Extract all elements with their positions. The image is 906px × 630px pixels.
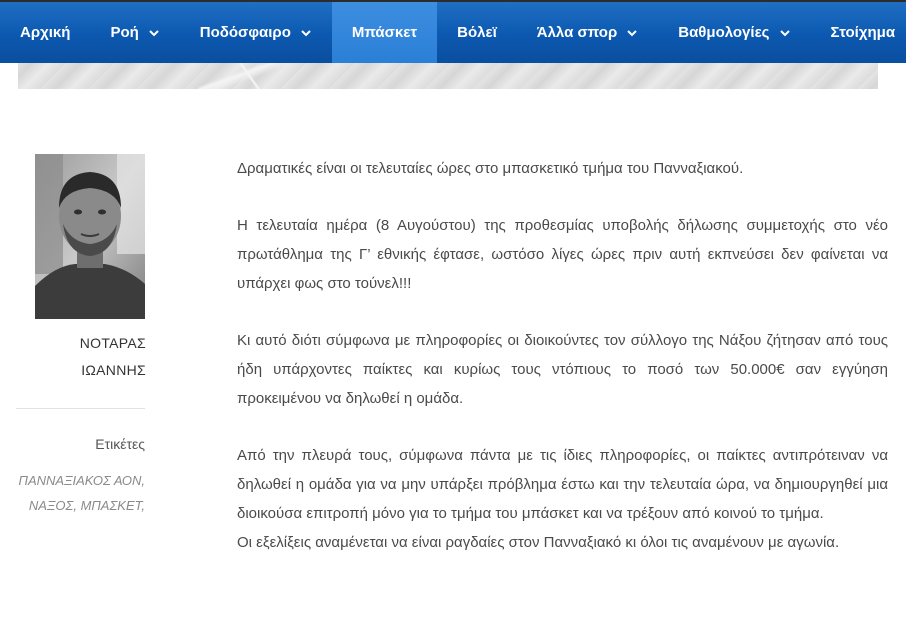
chevron-down-icon	[148, 27, 160, 39]
tag-link[interactable]: ΝΑΞΟΣ,	[28, 498, 77, 513]
nav-item-label: Στοίχημα	[830, 24, 896, 41]
author-name[interactable]	[15, 330, 146, 384]
nav-item-label: Ροή	[110, 24, 139, 41]
nav-item-volleyball[interactable]	[437, 2, 517, 63]
nav-item-feed[interactable]	[90, 2, 179, 63]
nav-item-basketball[interactable]	[332, 2, 437, 63]
nav-item-standings[interactable]	[658, 2, 810, 63]
tag-link[interactable]: ΜΠΑΣΚΕΤ,	[80, 498, 145, 513]
article-paragraph: Κι αυτό διότι σύμφωνα με πληροφορίες οι διοικούντες τον σύλλογο της Νάξου ζήτησαν από τους ήδη υπάρχοντες παίκτες και κυρίως τους ντόπιους το ποσό των 50.000€ σαν εγγύηση προκειμένου να δηλωθεί η ομάδα.	[237, 332, 888, 407]
article-header-image	[18, 63, 878, 89]
chevron-down-icon	[300, 27, 312, 39]
tags-title: Ετικέτες	[95, 436, 145, 452]
article-body	[237, 154, 888, 585]
nav-item-football[interactable]	[180, 2, 332, 63]
author-photo	[35, 154, 145, 319]
author-avatar	[35, 154, 145, 319]
sidebar-divider	[16, 408, 145, 409]
nav-item-home[interactable]	[0, 2, 90, 63]
tags-list	[12, 468, 145, 518]
article-paragraph: Δραματικές είναι οι τελευταίες ώρες στο μπασκετικό τμήμα του Πανναξιακού.	[237, 160, 744, 177]
main-nav	[0, 0, 906, 63]
nav-item-label: Αρχική	[20, 24, 71, 41]
author-name-line2: ΙΩΑΝΝΗΣ	[81, 362, 146, 378]
author-name-line1: ΝΟΤΑΡΑΣ	[79, 335, 146, 351]
tag-link[interactable]: ΠΑΝΝΑΞΙΑΚΟΣ ΑΟΝ,	[18, 473, 145, 488]
chevron-down-icon	[626, 27, 638, 39]
nav-item-label: Μπάσκετ	[351, 24, 418, 41]
nav-item-label: Άλλα σπορ	[536, 24, 618, 41]
nav-item-label: Βαθμολογίες	[678, 24, 770, 41]
article-paragraph: Από την πλευρά τους, σύμφωνα πάντα με τις ίδιες πληροφορίες, οι παίκτες αντιπρότειναν να δηλωθεί η ομάδα για να μην υπάρξει πρόβλημα έστω και την τελευταία ώρα, να δημιουργηθεί μια διοικούσα επιτροπή μόνο για το τμήμα του μπάσκετ και να τρέξουν από κοινού το τμήμα.	[237, 447, 888, 522]
chevron-down-icon	[779, 27, 791, 39]
nav-item-label: Βόλεϊ	[457, 24, 497, 41]
article-paragraph: Η τελευταία ημέρα (8 Αυγούστου) της προθεσμίας υποβολής δήλωσης συμμετοχής στο νέο πρωτάθλημα της Γ’ εθνικής έφτασε, ωστόσο λίγες ώρες πριν αυτή εκπνεύσει δεν φαίνεται να υπάρχει φως στο τούνελ!!!	[237, 217, 888, 292]
article-paragraph: Οι εξελίξεις αναμένεται να είναι ραγδαίες στον Πανναξιακό κι όλοι τις αναμένουν με αγωνία.	[237, 534, 840, 551]
nav-item-other-sports[interactable]	[517, 2, 659, 63]
nav-item-label: Ποδόσφαιρο	[199, 24, 291, 41]
nav-item-betting[interactable]	[811, 2, 906, 63]
